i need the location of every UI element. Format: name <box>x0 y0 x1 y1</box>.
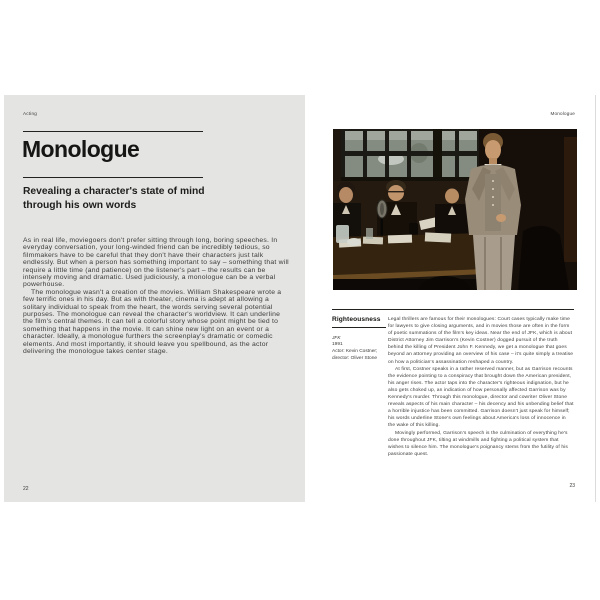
running-head-section: Monologue <box>550 111 575 116</box>
page-number-right: 23 <box>569 483 575 489</box>
page-title: Monologue <box>22 136 140 162</box>
left-paragraph-1: As in real life, moviegoers don't prefer sitting through long, boring speeches. In everyday conversation, your long-winded friend can be incredibly tedious, so filmmakers have to be careful that they don't have their characters just talk endlessly. But when a person has something important to say – something that will require a little time (and patience) on the listener's part – the results can be intensely moving and dramatic. Used judiciously, a monologue can be a verbal powerhouse. <box>23 237 289 289</box>
left-page <box>4 95 305 502</box>
section-rule <box>332 309 574 310</box>
right-paragraph-3: Movingly performed, Garrison's speech is the culmination of everything he's done throughout JFK, tilting at windmills and fighting a political system that wishes to silence him. The monologue's poignancy stems from the futility of his passionate quest. <box>388 430 568 457</box>
film-info-sidebar <box>332 316 388 458</box>
film-title: JFK <box>332 335 341 341</box>
seated-men <box>333 180 469 242</box>
right-page-columns <box>332 316 574 458</box>
right-body-text <box>388 316 574 458</box>
film-credit-director: director: Oliver Stone <box>332 355 378 361</box>
window-panes <box>341 129 481 182</box>
page-number-left: 22 <box>23 486 29 492</box>
title-rule-bottom <box>23 177 203 178</box>
right-paragraph-1: Legal thrillers are famous for their monologues: Court cases typically make time for lawyers to give closing arguments, and in movies those are often in the form of poetic summations of the film's key ideas. Near the end of JFK, which is about District Attorney Jim Garrison's (Kevin Costner) dogged pursuit of the truth behind the killing of President John F. Kennedy, we get a monologue that goes beyond an attorney providing an overview of his case – it's quite simply a treatise on how a politician's assassination reshaped a country. <box>388 317 574 365</box>
left-body-text <box>23 237 290 356</box>
right-paragraph-2: At first, Costner speaks in a rather reserved manner, but as Garrison recounts the evidence pointing to a conspiracy that brought down the American president, his anger rises. The actor taps into the character's righteous indignation, but he also gets choked up, an indication of how personally affected Garrison was by Kennedy's murder. Through this monologue, director and cowriter Oliver Stone reveals aspects of his main character – his decency and his unbending belief that a horrible injustice has been committed. Garrison doesn't just speak for himself; his words underline Stone's own feelings about America's loss of innocence in the wake of this killing. <box>388 366 574 429</box>
film-meta <box>332 336 388 363</box>
sidebar-rule <box>332 327 386 328</box>
sidebar-heading: Righteousness <box>332 316 381 323</box>
left-paragraph-2: The monologue wasn't a creation of the movies. William Shakespeare wrote a few terrific ones in his day. But as with theater, cinema is adept at allowing a solitary individual to speak from the heart, the words serving several potential purposes. The monologue can reveal the character's worldview. It can underline the film's central themes. It can tell a colorful story whose point might be tied to something that happens in the movie. It can shine new light on an event or a character. Ideally, a monologue furthers the screenplay's dramatic or comedic elements. And most importantly, it should leave you spellbound, as the actor delivering the monologue takes center stage. <box>23 288 282 356</box>
right-page <box>305 95 596 502</box>
film-credit-actor: Actor: Kevin Costner; <box>332 349 378 355</box>
movie-still-photo <box>333 129 577 290</box>
running-head-chapter: Acting <box>23 111 37 116</box>
title-rule-top <box>23 131 203 132</box>
film-year: 1991 <box>332 342 343 348</box>
chapter-subtitle: Revealing a character's state of mind through his own words <box>23 186 205 211</box>
